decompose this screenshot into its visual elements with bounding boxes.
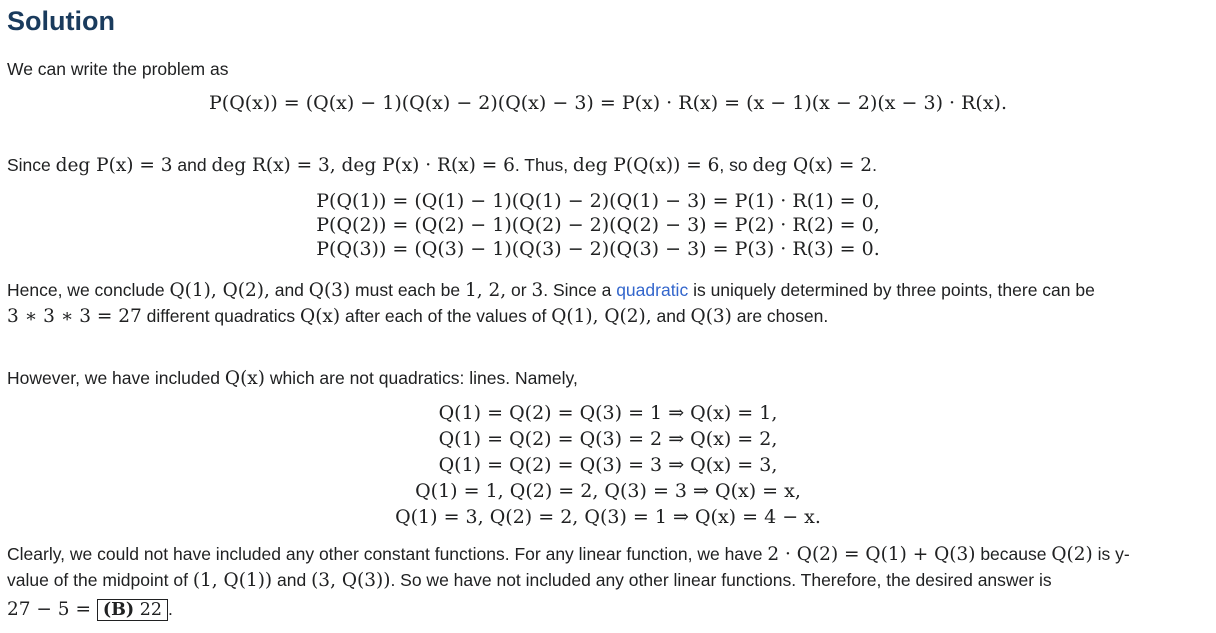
answer-box [97,599,168,621]
math: Q(x) [300,306,341,327]
math: Q(3) [690,306,732,327]
math: 2 · Q(2) = Q(1) + Q(3) [767,544,976,565]
math: deg Q(x) = 2 [752,155,873,176]
math: (3, Q(3)) [311,570,391,591]
math: deg P(x) = 3 [55,155,173,176]
math: deg R(x) = 3, deg P(x) · R(x) = 6 [211,155,515,176]
math: (1, Q(1)) [192,570,273,591]
equation-line-5: Q(1) = 3, Q(2) = 2, Q(3) = 1 ⇒ Q(x) = 4 − x. [395,506,821,528]
section-heading: Solution [7,6,115,36]
equation-line-4: Q(1) = 1, Q(2) = 2, Q(3) = 3 ⇒ Q(x) = x, [415,480,801,502]
clearly-paragraph-line-1 [7,541,1130,568]
however-paragraph [7,365,578,392]
quadratic-link[interactable]: quadratic [616,280,689,300]
equation-value-1: P(Q(1)) = (Q(1) − 1)(Q(1) − 2)(Q(1) − 3) = P(1) · R(1) = 0, [316,190,880,212]
equation-line-2: Q(1) = Q(2) = Q(3) = 2 ⇒ Q(x) = 2, [438,428,778,450]
math: 3 [531,280,544,301]
hence-paragraph-line-2 [7,303,828,330]
math: Q(2) [1051,544,1093,565]
math: Q(1), Q(2), [551,306,652,327]
equation-main: P(Q(x)) = (Q(x) − 1)(Q(x) − 2)(Q(x) − 3) = P(x) · R(x) = (x − 1)(x − 2)(x − 3) · R(x). [209,92,1007,114]
equation-value-2: P(Q(2)) = (Q(2) − 1)(Q(2) − 2)(Q(2) − 3) = P(2) · R(2) = 0, [316,214,880,236]
math: Q(3) [308,280,351,301]
math: Q(x) [224,368,265,389]
intro-text: We can write the problem as [7,59,229,79]
text: Clearly, we could not have included any other constant functions. For any linear function, we have [7,544,768,564]
text: and [172,155,212,175]
math: Q(1), Q(2), [169,280,270,301]
text: different quadratics [141,306,301,326]
equation-line-1: Q(1) = Q(2) = Q(3) = 1 ⇒ Q(x) = 1, [438,402,778,424]
text: . [872,155,877,175]
text: is uniquely determined by three points, there can be [688,280,1095,300]
text: are chosen. [731,306,829,326]
text: after each of the values of [340,306,552,326]
text: . Thus, [514,155,573,175]
text: and [269,280,309,300]
math: deg P(Q(x)) = 6 [572,155,720,176]
text: Hence, we conclude [7,280,170,300]
math: 1, 2, [464,280,507,301]
clearly-paragraph-line-3 [7,596,173,623]
text: . [168,599,173,619]
answer-letter: (B) [102,600,135,620]
math: 3 ∗ 3 ∗ 3 = 27 [7,306,142,327]
clearly-paragraph-line-2 [7,567,1052,594]
text: However, we have included [7,368,225,388]
text: which are not quadratics: lines. Namely, [264,368,578,388]
text: or [506,280,532,300]
answer-value: 22 [134,600,163,620]
text: value of the midpoint of [7,570,193,590]
equation-line-3: Q(1) = Q(2) = Q(3) = 3 ⇒ Q(x) = 3, [438,454,778,476]
text: must each be [350,280,465,300]
text: is y- [1092,544,1130,564]
text: . Since a [543,280,617,300]
text: , so [719,155,753,175]
math: 27 − 5 = [7,599,97,620]
text: and [272,570,312,590]
text: . So we have not included any other linear functions. Therefore, the desired answer is [390,570,1052,590]
hence-paragraph-line-1 [7,277,1095,304]
text: Since [7,155,56,175]
text: because [975,544,1052,564]
text: and [651,306,691,326]
degree-paragraph [7,152,877,179]
equation-value-3: P(Q(3)) = (Q(3) − 1)(Q(3) − 2)(Q(3) − 3) = P(3) · R(3) = 0. [316,238,880,260]
